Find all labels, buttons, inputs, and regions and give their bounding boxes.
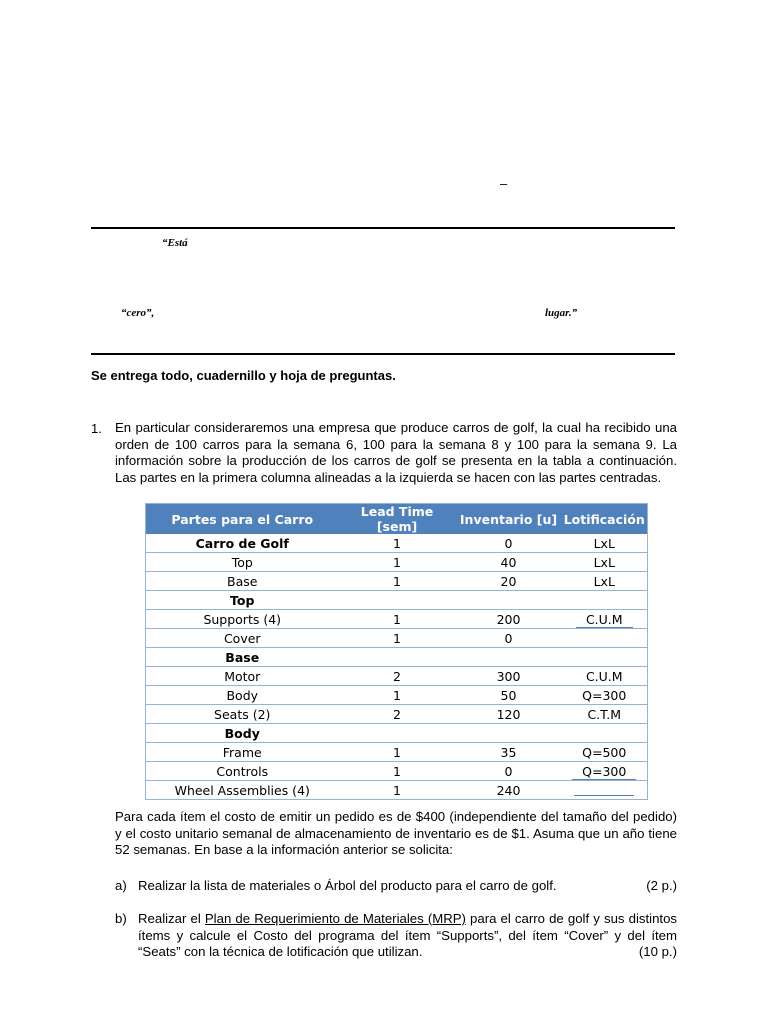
inventory: 200 (456, 610, 562, 629)
top-rule (91, 227, 675, 229)
table-row (146, 686, 648, 705)
lot-sizing (562, 781, 648, 800)
lead-time: 1 (339, 534, 456, 553)
item-a-text: Realizar la lista de materiales o Árbol del producto para el carro de golf. (138, 878, 557, 893)
lot-sizing (562, 591, 648, 610)
lead-time: 1 (339, 553, 456, 572)
table-row (146, 667, 648, 686)
lead-time: 1 (339, 781, 456, 800)
item-b-label: b) (115, 911, 127, 926)
lot-sizing (562, 762, 648, 781)
part-name: Base (146, 572, 339, 591)
quote-line-1: “Está (162, 237, 188, 249)
lot-sizing (562, 629, 648, 648)
inventory: 40 (456, 553, 562, 572)
lead-time: 1 (339, 762, 456, 781)
part-name: Wheel Assemblies (4) (146, 781, 339, 800)
item-a (138, 878, 677, 895)
part-name: Base (146, 648, 339, 667)
part-name: Body (146, 686, 339, 705)
question-text: En particular consideraremos una empresa que produce carros de golf, la cual ha recibido una orden de 100 carros para la semana 6, 100 para la semana 8 y 100 para la semana 9. La información sobre la producción de los carros de golf se presenta en la tabla a continuación. Las partes en la primera columna alineadas a la izquierda se hacen con las partes centradas. (115, 420, 677, 485)
lead-time: 1 (339, 572, 456, 591)
part-name: Top (146, 553, 339, 572)
header-parts: Partes para el Carro (146, 504, 339, 535)
inventory: 300 (456, 667, 562, 686)
item-a-points: (2 p.) (646, 878, 677, 893)
inventory: 0 (456, 534, 562, 553)
lead-time (339, 648, 456, 667)
inventory: 35 (456, 743, 562, 762)
lot-sizing: LxL (562, 534, 648, 553)
part-name: Top (146, 591, 339, 610)
parts-table (145, 503, 648, 800)
header-dash: – (500, 176, 508, 191)
item-b-mrp-underlined: Plan de Requerimiento de Materiales (MRP) (204, 911, 466, 926)
question-number: 1. (91, 421, 102, 436)
table-row (146, 648, 648, 667)
lot-sizing: C.T.M (562, 705, 648, 724)
quote-word-lugar: lugar.” (545, 307, 578, 319)
lead-time: 1 (339, 686, 456, 705)
lot-sizing (562, 610, 648, 629)
item-b (138, 911, 677, 963)
lot-sizing (562, 724, 648, 743)
table-row (146, 705, 648, 724)
lot-sizing: C.U.M (562, 667, 648, 686)
header-lead-time: Lead Time [sem] (339, 504, 456, 535)
cost-paragraph: Para cada ítem el costo de emitir un pedido es de $400 (independiente del tamaño del pedido) y el costo unitario semanal de almacenamiento de inventario es de $1. Asuma que un año tiene 52 semanas. En base a la información anterior se solicita: (115, 809, 677, 857)
table-row (146, 724, 648, 743)
item-b-points: (10 p.) (638, 944, 677, 959)
lead-time: 1 (339, 743, 456, 762)
table-row (146, 629, 648, 648)
lot-sizing: LxL (562, 553, 648, 572)
inventory: 120 (456, 705, 562, 724)
part-name: Controls (146, 762, 339, 781)
part-name: Supports (4) (146, 610, 339, 629)
lead-time: 1 (339, 629, 456, 648)
inventory: 0 (456, 629, 562, 648)
lead-time: 1 (339, 610, 456, 629)
header-lot-sizing: Lotificación (562, 504, 648, 535)
inventory: 0 (456, 762, 562, 781)
inventory (456, 648, 562, 667)
inventory (456, 724, 562, 743)
part-name: Frame (146, 743, 339, 762)
lot-sizing: Q=500 (562, 743, 648, 762)
lot-sizing-value: Q=300 (572, 764, 636, 780)
lot-sizing (562, 648, 648, 667)
quote-word-cero: “cero”, (121, 307, 155, 319)
lead-time: 2 (339, 667, 456, 686)
table-body (146, 534, 648, 800)
bottom-rule (91, 353, 675, 355)
item-b-text-post: para el carro de golf y sus distintos ítems y calcule el Costo del programa del ítem “Supports”, del ítem “Cover” y del ítem “Seats” con la técnica de lotificación que utilizan. (138, 911, 677, 959)
inventory: 240 (456, 781, 562, 800)
part-name: Carro de Golf (146, 534, 339, 553)
table-row (146, 610, 648, 629)
item-b-text-pre: Realizar el (138, 911, 205, 926)
part-name: Body (146, 724, 339, 743)
lot-sizing: Q=300 (562, 686, 648, 705)
table-row (146, 591, 648, 610)
table-row (146, 781, 648, 800)
inventory: 20 (456, 572, 562, 591)
header-inventory: Inventario [u] (456, 504, 562, 535)
table-header-row (146, 504, 648, 535)
inventory: 50 (456, 686, 562, 705)
intro-instruction: Se entrega todo, cuadernillo y hoja de preguntas. (91, 368, 396, 383)
inventory (456, 591, 562, 610)
lead-time (339, 724, 456, 743)
table-row (146, 743, 648, 762)
item-b-text (138, 911, 677, 961)
table-row (146, 553, 648, 572)
part-name: Motor (146, 667, 339, 686)
lead-time (339, 591, 456, 610)
lead-time: 2 (339, 705, 456, 724)
lot-sizing-blank (574, 781, 634, 796)
table-row (146, 762, 648, 781)
part-name: Seats (2) (146, 705, 339, 724)
lot-sizing-value: C.U.M (576, 612, 633, 628)
table-row (146, 534, 648, 553)
lot-sizing: LxL (562, 572, 648, 591)
item-a-label: a) (115, 878, 127, 893)
table-row (146, 572, 648, 591)
part-name: Cover (146, 629, 339, 648)
